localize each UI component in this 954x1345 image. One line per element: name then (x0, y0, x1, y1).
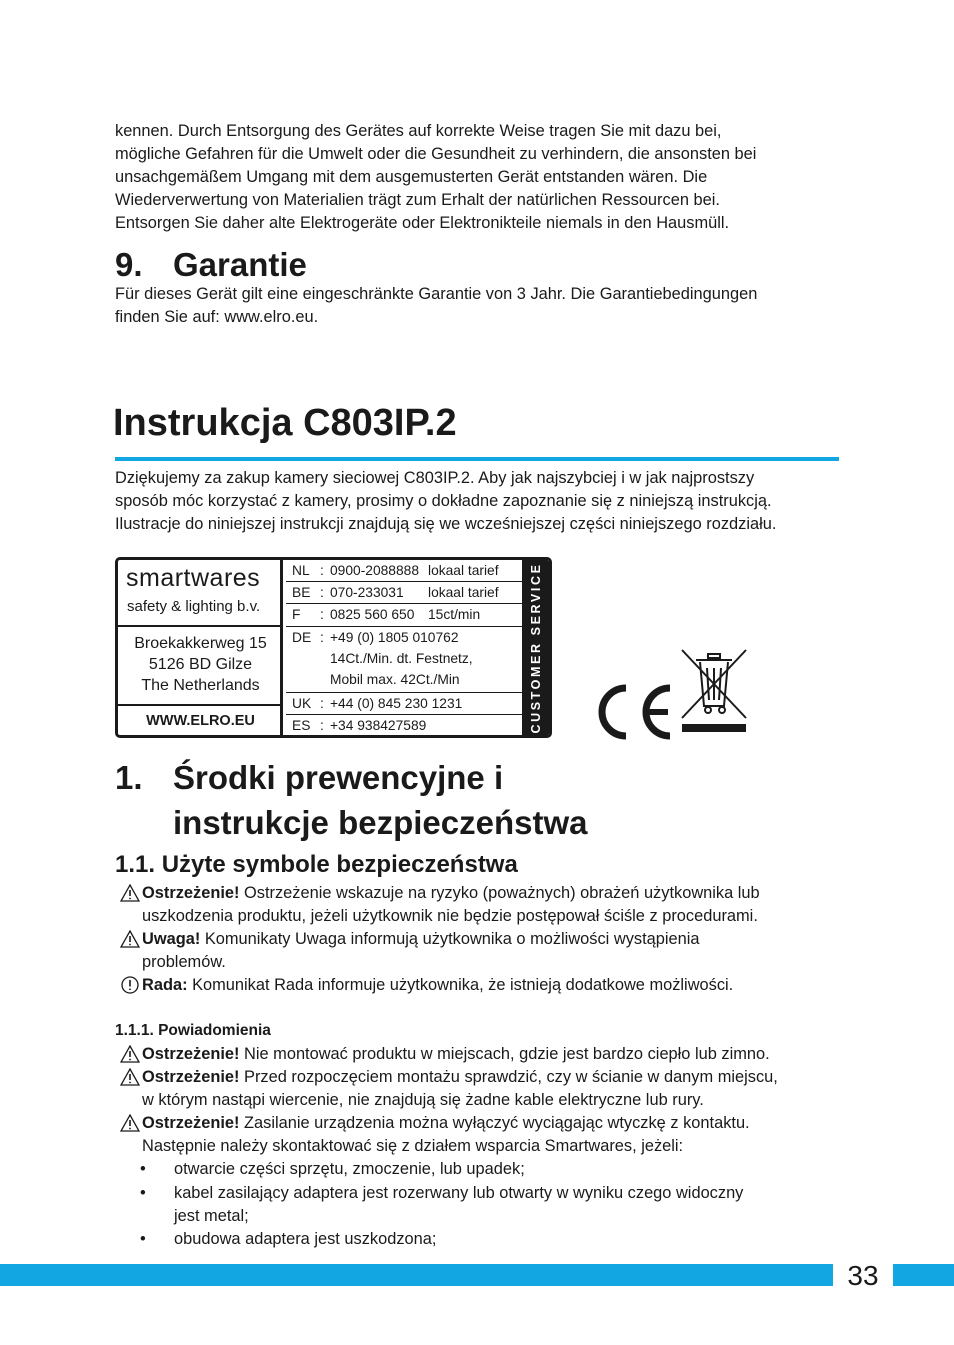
heading-number: 1. (115, 759, 143, 796)
notice-text: w którym nastąpi wiercenie, nie znajdują się żadne kable elektryczne lub rury. (142, 1091, 704, 1109)
rate-label: lokaal tarief (428, 585, 499, 600)
notice-text: Następnie należy skontaktować się z działem wsparcia Smartwares, jeżeli: (142, 1137, 684, 1155)
bullet-marker: • (140, 1184, 146, 1202)
ce-mark-icon (592, 684, 674, 740)
heading-title-line: instrukcje bezpieczeństwa (173, 804, 588, 841)
intro-paragraph (115, 120, 756, 235)
list-item-text: jest metal; (174, 1207, 249, 1225)
website-link[interactable]: WWW.ELRO.EU (146, 713, 255, 729)
brand-name: smartwares (126, 564, 261, 592)
notice-warning (120, 1066, 778, 1112)
phone-number: 0900-2088888 (330, 563, 419, 578)
garantie-paragraph (115, 283, 757, 329)
rate-note: Mobil max. 42Ct./Min (330, 672, 460, 687)
notice-text: problemów. (142, 953, 226, 971)
country-code: ES (292, 718, 311, 733)
text-line: mögliche Gefahren für die Umwelt oder die Gesundheit zu verhindern, die ansonsten bei (115, 145, 757, 163)
warning-triangle-icon (120, 930, 140, 948)
heading-section-1 (115, 755, 587, 845)
heading-number: 9. (115, 246, 143, 283)
page-number: 33 (833, 1261, 893, 1290)
title-divider (115, 457, 839, 461)
bullet-marker: • (140, 1230, 146, 1248)
heading-title-line: Środki prewencyjne i (173, 759, 504, 796)
list-item (140, 1158, 525, 1181)
notice-text: Nie montować produktu w miejscach, gdzie jest bardzo ciepło lub zimno. (239, 1045, 770, 1063)
company-address (118, 633, 283, 696)
notice-text: uszkodzenia produktu, jeżeli użytkownik nie będzie postępował ściśle z procedurami. (142, 907, 758, 925)
country-code: NL (292, 563, 310, 578)
list-item (140, 1182, 743, 1228)
bullet-marker: • (140, 1160, 146, 1178)
notice-warning (120, 1112, 750, 1158)
phone-row: DE : +49 (0) 1805 010762 14Ct./Min. dt. Festnetz, Mobil max. 42Ct./Min (286, 627, 527, 693)
list-item (140, 1228, 436, 1251)
divider (118, 704, 283, 706)
notice-caution (120, 928, 700, 974)
notice-label: Ostrzeżenie! (142, 1045, 240, 1063)
rate-label: 15ct/min (428, 607, 481, 622)
text-line: Dziękujemy za zakup kamery sieciowej C803IP.2. Aby jak najszybciej i w jak najprostszy (115, 469, 755, 487)
warning-triangle-icon (120, 884, 140, 902)
phone-row: UK : +44 (0) 845 230 1231 (286, 693, 527, 715)
phone-number: 0825 560 650 (330, 607, 415, 622)
notice-tip (120, 974, 733, 997)
notice-label: Rada: (142, 976, 188, 994)
phone-row: BE : 070-233031 lokaal tarief (286, 582, 527, 604)
notice-label: Ostrzeżenie! (142, 1114, 240, 1132)
warning-triangle-icon (120, 1068, 140, 1086)
customer-service-label (522, 560, 549, 735)
heading-garantie (115, 247, 307, 283)
document-title: Instrukcja C803IP.2 (113, 402, 457, 444)
brand-tagline: safety & lighting b.v. (127, 598, 261, 615)
text-line: finden Sie auf: www.elro.eu. (115, 308, 319, 326)
text-line: Wiederverwertung von Materialien trägt zum Erhalt der natürlichen Ressourcen bei. (115, 191, 720, 209)
company-panel (118, 560, 283, 735)
text-line: Entsorgen Sie daher alte Elektrogeräte oder Elektronikteile niemals in den Hausmüll. (115, 214, 730, 232)
notice-label: Ostrzeżenie! (142, 884, 240, 902)
text-line: unsachgemäßem Umgang mit dem ausgemusterten Gerät entstanden wären. Die (115, 168, 708, 186)
divider (118, 625, 283, 627)
text-line: Ilustracje do niniejszej instrukcji znajdują się we wcześniejszej części niniejszego rozdziału. (115, 515, 777, 533)
phone-number: +34 938427589 (330, 718, 427, 733)
list-item-text: otwarcie części sprzętu, zmoczenie, lub upadek; (174, 1160, 525, 1178)
notice-text: Ostrzeżenie wskazuje na ryzyko (poważnych) obrażeń użytkownika lub (239, 884, 760, 902)
heading-section-1-1-1: 1.1.1. Powiadomienia (115, 1022, 271, 1039)
notice-warning (120, 882, 760, 928)
instrukcja-paragraph (115, 467, 776, 536)
text-line: Für dieses Gerät gilt eine eingeschränkte Garantie von 3 Jahr. Die Garantiebedingungen (115, 285, 758, 303)
country-code: BE (292, 585, 311, 600)
phone-number: 070-233031 (330, 585, 404, 600)
heading-title: Garantie (173, 246, 307, 283)
notice-text: Komunikaty Uwaga informują użytkownika o możliwości wystąpienia (200, 930, 700, 948)
notice-label: Ostrzeżenie! (142, 1068, 240, 1086)
notice-warning (120, 1043, 770, 1066)
rate-note: 14Ct./Min. dt. Festnetz, (330, 651, 473, 666)
notice-text: Zasilanie urządzenia można wyłączyć wyciągając wtyczkę z kontaktu. (239, 1114, 750, 1132)
list-item-text: kabel zasilający adaptera jest rozerwany lub otwarty w wyniku czego widoczny (174, 1184, 744, 1202)
country-code: DE (292, 630, 312, 645)
phone-table (286, 560, 527, 735)
notice-text: Przed rozpoczęciem montażu sprawdzić, czy w ścianie w danym miejscu, (239, 1068, 778, 1086)
customer-service-card (115, 557, 552, 738)
footer-bar (0, 1264, 954, 1286)
list-item-text: obudowa adaptera jest uszkodzona; (174, 1230, 437, 1248)
side-label-text: CUSTOMER SERVICE (528, 561, 543, 734)
rate-label: lokaal tarief (428, 563, 499, 578)
text-line: sposób móc korzystać z kamery, prosimy o dokładne zapoznanie się z niniejszą instrukcją. (115, 492, 772, 510)
country-code: UK (292, 696, 312, 711)
address-line: The Netherlands (141, 677, 260, 694)
warning-triangle-icon (120, 1114, 140, 1132)
warning-triangle-icon (120, 1045, 140, 1063)
address-line: Broekakkerweg 15 (134, 635, 267, 652)
phone-row: F : 0825 560 650 15ct/min (286, 604, 527, 627)
address-line: 5126 BD Gilze (148, 656, 253, 673)
phone-row: NL : 0900-2088888 lokaal tarief (286, 560, 527, 582)
country-code: F (292, 607, 301, 622)
notice-label: Uwaga! (142, 930, 201, 948)
phone-row: ES : +34 938427589 (286, 715, 527, 737)
weee-bin-icon (678, 646, 750, 736)
info-circle-icon (120, 976, 140, 994)
phone-number: +49 (0) 1805 010762 (330, 630, 459, 645)
notice-text: Komunikat Rada informuje użytkownika, że istnieją dodatkowe możliwości. (187, 976, 734, 994)
phone-number: +44 (0) 845 230 1231 (330, 696, 463, 711)
text-line: kennen. Durch Entsorgung des Gerätes auf korrekte Weise tragen Sie mit dazu bei, (115, 122, 722, 140)
heading-section-1-1: 1.1. Użyte symbole bezpieczeństwa (115, 851, 518, 878)
